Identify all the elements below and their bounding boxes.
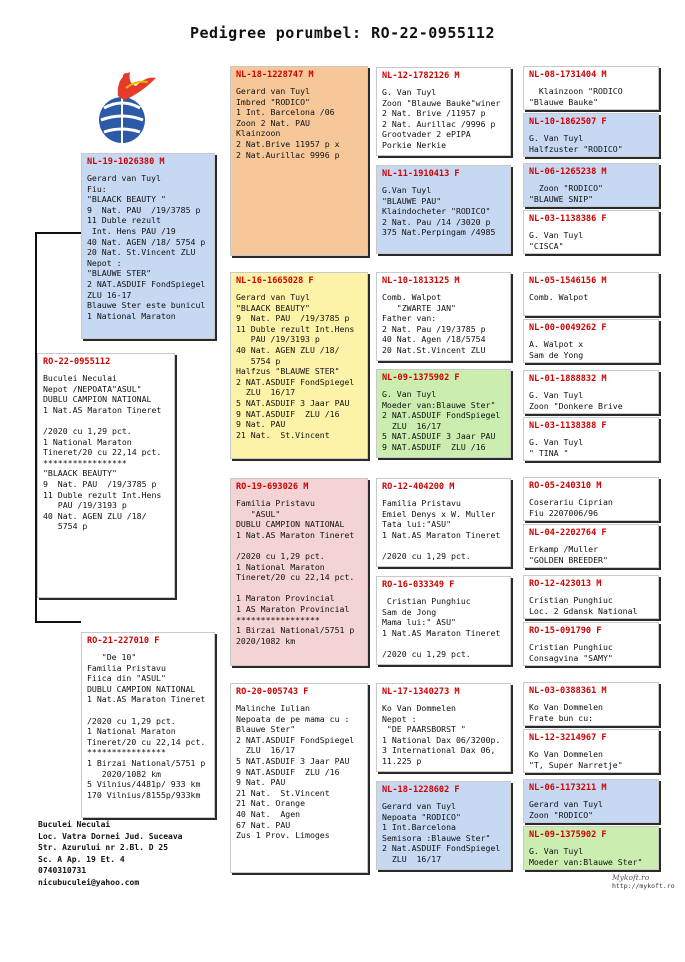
- ring-number: RO-20-005743 F: [236, 687, 309, 697]
- card-details: Gerard van Tuyl Fiu: "BLAACK BEAUTY " 9 Nat. PAU /19/3785 p 11 Duble rezult Int. Hens PAU /19 40 Nat. AGEN /18/ 5754 p 20 Nat. St.Vincent ZLU Nepot : "BLAUWE STER" 2 NAT.ASDUIF FondSpiegel ZLU 16-17 Blauwe Ster este bunicul 1 National Maraton: [87, 173, 206, 321]
- card-details: Erkamp /Muller "GOLDEN BREEDER": [529, 544, 608, 565]
- pedigree-card-ssd: [376, 165, 511, 254]
- pedigree-card-g5: [523, 272, 659, 316]
- ring-number: RO-12-423013 M: [529, 579, 602, 589]
- pedigree-card-dsd: [376, 576, 511, 665]
- card-details: Gerard van Tuyl Zoon "RODICO": [529, 799, 603, 820]
- ring-number: NL-03-1138386 F: [529, 214, 607, 224]
- pedigree-card-g9: [523, 477, 659, 521]
- pedigree-card-g16: [523, 826, 659, 870]
- pedigree-card-g8: [523, 417, 659, 461]
- ring-number: NL-03-1138388 F: [529, 421, 607, 431]
- card-details: Gerard van Tuyl Imbred "RODICO" 1 Int. Barcelona /06 Zoon 2 Nat. PAU Klainzoon 2 Nat.Brive 11957 p x 2 Nat.Aurillac 9996 p: [236, 86, 340, 160]
- card-details: "De 10" Familia Pristavu Fiica din "ASUL" DUBLU CAMPION NATIONAL 1 Nat.AS Maraton Tineret /2020 cu 1,29 pct. 1 National Maraton Tineret/20 cu 22,14 pct. **************** 1 Birzai National/5751 p 2020/1082 km 5 Vilnius/4481p/ 933 km 170 Vilnius/8155p/933km: [87, 652, 206, 800]
- ring-number: NL-06-1265238 M: [529, 167, 607, 177]
- ring-number: RO-05-240310 M: [529, 481, 602, 491]
- connector-line: [35, 232, 81, 234]
- card-details: Familia Pristavu "ASUL" DUBLU CAMPION NATIONAL 1 Nat.AS Maraton Tineret /2020 cu 1,29 pct. 1 National Maraton Tineret/20 cu 22,14 pct. 1 Maraton Provincial 1 AS Maraton Provincial ***************** 1 Birzai National/5751 p 2020/1082 km: [236, 498, 355, 646]
- pedigree-card-g6: [523, 319, 659, 363]
- pedigree-card-sdd: [376, 369, 511, 458]
- card-details: Comb. Walpot: [529, 292, 589, 302]
- ring-number: RO-21-227010 F: [87, 636, 160, 646]
- card-details: Gerard van Tuyl Nepoata "RODICO" 1 Int.Barcelona Semisora :Blauwe Ster" 2 Nat.ASDUIF FondSpiegel ZLU 16/17: [382, 801, 501, 864]
- pedigree-card-ddd: [376, 781, 511, 870]
- card-details: Buculei Neculai Nepot /NEPOATA"ASUL" DUBLU CAMPION NATIONAL 1 Nat.AS Maraton Tineret /2020 cu 1,29 pct. 1 National Maraton Tineret/20 cu 22,14 pct. ***************** "BLAACK BEAUTY" 9 Nat. PAU /19/3785 p 11 Duble rezult Int.Hens PAU /19/3193 p 40 Nat. AGEN ZLU /18/ 5754 p: [43, 373, 162, 532]
- ring-number: RO-12-404200 M: [382, 482, 455, 492]
- pedigree-card-g2: [523, 113, 659, 157]
- ring-number: NL-19-1026380 M: [87, 157, 165, 167]
- watermark: [612, 873, 675, 890]
- signature: Mykoft.ro: [612, 873, 650, 882]
- card-details: G. Van Tuyl Moeder van:Blauwe Ster": [529, 846, 643, 867]
- pedigree-card-sire-dam: [230, 272, 368, 459]
- card-details: Zoon "RODICO" "BLAUWE SNIP": [529, 183, 603, 204]
- card-details: G. Van Tuyl " TINA ": [529, 437, 584, 458]
- ring-number: NL-12-3214967 F: [529, 733, 607, 743]
- pedigree-card-sire: [81, 153, 215, 339]
- ring-number: NL-09-1375902 F: [382, 373, 460, 383]
- card-details: Comb. Walpot "ZWARTE JAN" Father van: 2 Nat. Pau /19/3785 p 40 Nat. Agen /18/5754 20 Nat.St.Vincent ZLU: [382, 292, 486, 355]
- pedigree-card-g13: [523, 682, 659, 726]
- pedigree-card-g1: [523, 66, 659, 110]
- pedigree-card-dam-dam: [230, 683, 368, 873]
- card-details: Klainzoon "RODICO "Blauwe Bauke": [529, 86, 623, 107]
- club-logo-icon: [96, 68, 158, 148]
- ring-number: NL-00-0049262 F: [529, 323, 607, 333]
- owner-contact: Buculei Neculai Loc. Vatra Dornei Jud. Suceava Str. Azurului nr 2.Bl. D 25 Sc. A Ap. 19 Et. 4 0740310731 nicubuculei@yahoo.com: [38, 820, 183, 887]
- ring-number: NL-17-1340273 M: [382, 687, 460, 697]
- pedigree-card-g12: [523, 622, 659, 666]
- card-details: G. Van Tuyl Moeder van:Blauwe Ster" 2 NAT.ASDUIF FondSpiegel ZLU 16/17 5 NAT.ASDUIF 3 Jaar PAU 9 NAT.ASDUIF ZLU /16: [382, 389, 501, 452]
- ring-number: NL-10-1862507 F: [529, 117, 607, 127]
- ring-number: RO-16-033349 F: [382, 580, 455, 590]
- pedigree-card-dss: [376, 478, 511, 567]
- pedigree-card-dam: [81, 632, 215, 818]
- ring-number: NL-05-1546156 M: [529, 276, 607, 286]
- card-details: Malinche Iulian Nepoata de pe mama cu : Blauwe Ster" 2 NAT.ASDUIF FondSpiegel ZLU 16/17 5 NAT.ASDUIF 3 Jaar PAU 9 NAT.ASDUIF ZLU /16 9 Nat. PAU 21 Nat. St.Vincent 21 Nat. Orange 40 Nat. Agen 67 Nat. PAU Zus 1 Prov. Limoges: [236, 703, 355, 841]
- ring-number: RO-22-0955112: [43, 357, 111, 367]
- pedigree-card-g4: [523, 210, 659, 254]
- card-details: Cristian Punghiuc Sam de Jong Mama lui:" ASU" 1 Nat.AS Maraton Tineret /2020 cu 1,29 pct.: [382, 596, 501, 659]
- pedigree-card-g15: [523, 779, 659, 823]
- card-details: Gerard van Tuyl "BLAACK BEAUTY" 9 Nat. PAU /19/3785 p 11 Duble rezult Int.Hens PAU /19/3193 p 40 Nat. AGEN ZLU /18/ 5754 p Halfzus "BLAUWE STER" 2 NAT.ASDUIF FondSpiegel ZLU 16/17 5 NAT.ASDUIF 3 Jaar PAU 9 NAT.ASDUIF ZLU /16 9 Nat. PAU 21 Nat. St.Vincent: [236, 292, 355, 440]
- pedigree-card-sds: [376, 272, 511, 361]
- card-details: G. Van Tuyl "CISCA": [529, 230, 584, 251]
- pedigree-card-dds: [376, 683, 511, 772]
- page-title: Pedigree porumbel: RO-22-0955112: [190, 24, 495, 42]
- pedigree-card-g10: [523, 524, 659, 568]
- pedigree-card-g3: [523, 163, 659, 207]
- ring-number: NL-04-2202764 F: [529, 528, 607, 538]
- pedigree-card-g11: [523, 575, 659, 619]
- ring-number: NL-18-1228602 F: [382, 785, 460, 795]
- card-details: Ko Van Dommelen "T, Super Narretje": [529, 749, 623, 770]
- ring-number: NL-16-1665028 F: [236, 276, 314, 286]
- card-details: G. Van Tuyl Zoon "Donkere Brive: [529, 390, 623, 411]
- card-details: Cristian Punghiuc Consagvina "SAMY": [529, 642, 613, 663]
- pedigree-card-g14: [523, 729, 659, 773]
- pedigree-card-sire-sire: [230, 66, 368, 256]
- ring-number: RO-19-693026 M: [236, 482, 309, 492]
- ring-number: NL-06-1173211 M: [529, 783, 607, 793]
- card-details: Cristian Punghiuc Loc. 2 Gdansk National: [529, 595, 638, 616]
- watermark-url: http://mykoft.ro: [612, 882, 675, 890]
- pedigree-card-dam-sire: [230, 478, 368, 666]
- card-details: G. Van Tuyl Halfzuster "RODICO": [529, 133, 623, 154]
- card-details: G.Van Tuyl "BLAUWE PAU" Klaindocheter "RODICO" 2 Nat. Pau /14 /3020 p 375 Nat.Perpingam /4985: [382, 185, 496, 238]
- ring-number: RO-15-091790 F: [529, 626, 602, 636]
- card-details: Familia Pristavu Emiel Denys x W. Muller Tata lui:"ASU" 1 Nat.AS Maraton Tineret /2020 cu 1,29 pct.: [382, 498, 501, 561]
- ring-number: NL-10-1813125 M: [382, 276, 460, 286]
- ring-number: NL-18-1228747 M: [236, 70, 314, 80]
- ring-number: NL-11-1910413 F: [382, 169, 460, 179]
- pedigree-card-subject: [37, 353, 175, 598]
- pedigree-card-g7: [523, 370, 659, 414]
- ring-number: NL-12-1782126 M: [382, 71, 460, 81]
- card-details: Coserariu Ciprian Fiu 2207006/96: [529, 497, 613, 518]
- ring-number: NL-01-1888832 M: [529, 374, 607, 384]
- connector-line: [35, 621, 81, 623]
- pedigree-card-sss: [376, 67, 511, 156]
- card-details: A. Walpot x Sam de Yong: [529, 339, 584, 360]
- ring-number: NL-09-1375902 F: [529, 830, 607, 840]
- card-details: G. Van Tuyl Zoon "Blauwe Bauke"winer 2 Nat. Brive /11957 p 2 Nat. Aurillac /9996 p Grootvader 2 ePIPA Porkie Nerkie: [382, 87, 501, 150]
- ring-number: NL-08-1731404 M: [529, 70, 607, 80]
- ring-number: NL-03-0388361 M: [529, 686, 607, 696]
- card-details: Ko Van Dommelen Nepot : "DE PAARSBORST " 1 National Dax 06/3200p. 3 International Dax 06, 11.225 p: [382, 703, 501, 766]
- card-details: Ko Van Dommelen Frate bun cu:: [529, 702, 603, 723]
